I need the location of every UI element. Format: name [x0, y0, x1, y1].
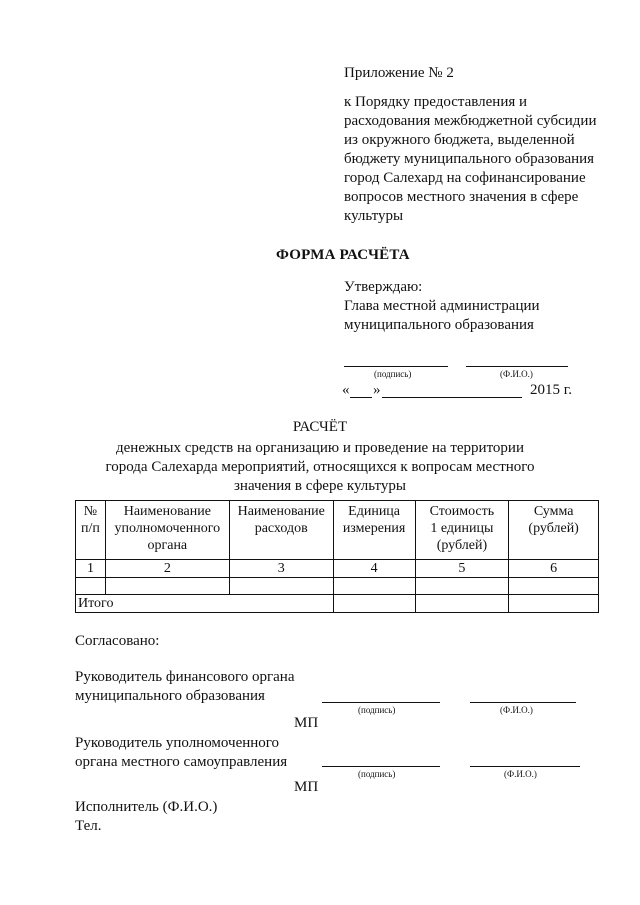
finance-head-block: [75, 668, 295, 706]
table-cell: [229, 578, 333, 595]
total-label: Итого: [76, 595, 334, 613]
authorized-head-block: [75, 734, 287, 772]
table-cell: [105, 578, 229, 595]
approval-fio-caption: (Ф.И.О.): [500, 369, 533, 379]
appendix-line: к Порядку предоставления и: [344, 94, 528, 110]
approval-block: [344, 278, 604, 335]
authorized-fio-caption: (Ф.И.О.): [504, 769, 537, 779]
approval-line: Глава местной администрации: [344, 298, 540, 314]
table-cell: [415, 578, 509, 595]
date-day-line: [350, 397, 372, 398]
column-number: 1: [76, 560, 106, 578]
column-number: 5: [415, 560, 509, 578]
appendix-block: [344, 64, 614, 226]
authorized-signature-caption: (подпись): [358, 769, 396, 779]
column-number: 2: [105, 560, 229, 578]
agreed-label: Согласовано:: [75, 633, 160, 649]
appendix-title: Приложение № 2: [344, 65, 454, 81]
approval-fio-line: [466, 366, 568, 367]
table-cell: [509, 578, 599, 595]
raschet-line: денежных средств на организацию и проведение на территории: [116, 440, 524, 456]
authorized-signature-line: [322, 766, 440, 767]
appendix-line: из окружного бюджета, выделенной: [344, 132, 575, 148]
header-number: № п/п: [76, 501, 106, 560]
date-month-line: [382, 397, 522, 398]
table-cell: [415, 595, 509, 613]
finance-head-line: Руководитель финансового органа: [75, 669, 295, 685]
raschet-title: РАСЧЁТ: [292, 419, 348, 435]
table-cell: [76, 578, 106, 595]
calculation-table: [75, 500, 599, 613]
raschet-line: города Салехарда мероприятий, относящихся к вопросам местного: [105, 459, 535, 475]
column-number: 6: [509, 560, 599, 578]
raschet-heading: [100, 418, 540, 496]
authorized-fio-line: [470, 766, 580, 767]
header-unit-cost: Стоимость 1 единицы (рублей): [415, 501, 509, 560]
approval-signature-line: [344, 366, 448, 367]
finance-fio-caption: (Ф.И.О.): [500, 705, 533, 715]
authorized-stamp-label: МП: [294, 779, 319, 795]
header-expense-name: Наименование расходов: [229, 501, 333, 560]
appendix-line: расходования межбюджетной субсидии: [344, 113, 597, 129]
table-cell: [333, 595, 415, 613]
header-organ-name: Наименование уполномоченного органа: [105, 501, 229, 560]
column-number: 3: [229, 560, 333, 578]
table-total-row: [76, 595, 599, 613]
approval-signature-caption: (подпись): [374, 369, 412, 379]
finance-fio-line: [470, 702, 576, 703]
date-quote-close: »: [373, 382, 381, 398]
appendix-line: бюджету муниципального образования: [344, 151, 595, 167]
executor-label: Исполнитель (Ф.И.О.): [75, 799, 218, 815]
appendix-line: город Салехард на софинансирование: [344, 170, 586, 186]
phone-label: Тел.: [75, 818, 102, 834]
table-cell: [333, 578, 415, 595]
finance-signature-caption: (подпись): [358, 705, 396, 715]
appendix-text: [344, 93, 614, 226]
header-unit: Единица измерения: [333, 501, 415, 560]
appendix-line: культуры: [344, 208, 404, 224]
header-sum: Сумма (рублей): [509, 501, 599, 560]
approval-line: муниципального образования: [344, 317, 534, 333]
appendix-line: вопросов местного значения в сфере: [344, 189, 579, 205]
form-title: ФОРМА РАСЧЁТА: [276, 247, 410, 263]
column-number: 4: [333, 560, 415, 578]
table-row: [76, 560, 599, 578]
approval-label: Утверждаю:: [344, 279, 423, 295]
finance-head-line: муниципального образования: [75, 688, 265, 704]
raschet-line: значения в сфере культуры: [234, 478, 406, 494]
table-row: [76, 578, 599, 595]
authorized-head-line: Руководитель уполномоченного: [75, 735, 280, 751]
finance-stamp-label: МП: [294, 715, 319, 731]
date-year: 2015 г.: [530, 382, 572, 398]
table-header-row: [76, 501, 599, 560]
date-quote-open: «: [342, 382, 350, 398]
authorized-head-line: органа местного самоуправления: [75, 754, 288, 770]
finance-signature-line: [322, 702, 440, 703]
table-cell: [509, 595, 599, 613]
